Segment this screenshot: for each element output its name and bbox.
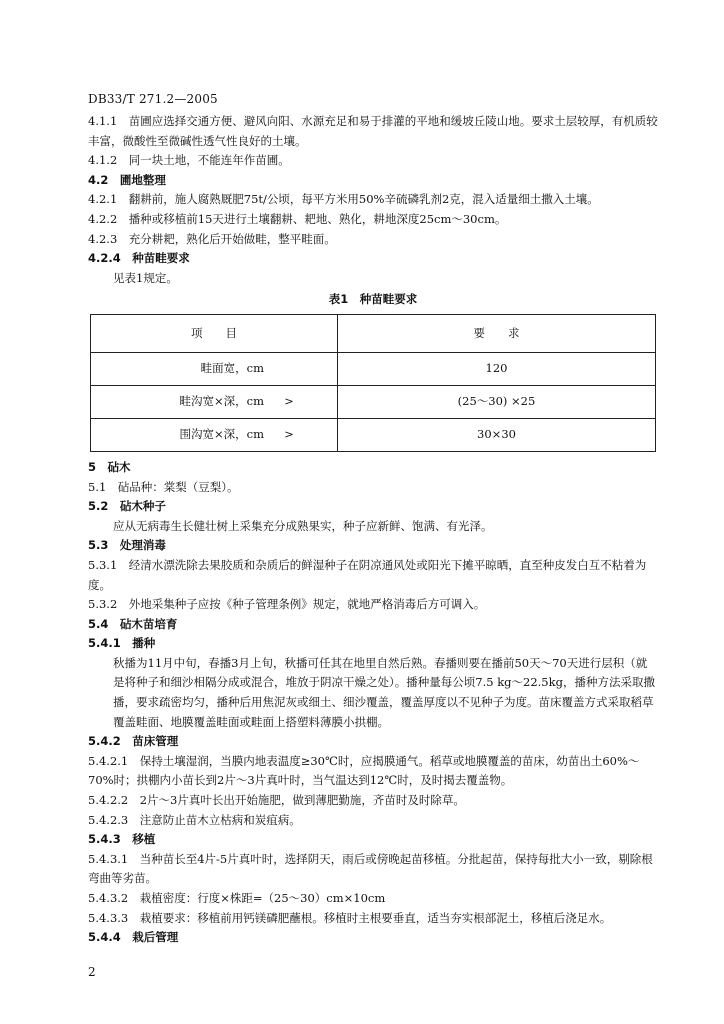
table-cell-item [91, 418, 338, 451]
table-cell-value: (25～30) ×25 [338, 385, 656, 418]
paragraph: 5.4.3.3 栽植要求：移植前用钙镁磷肥蘸根。移植时主根要垂直，适当夯实根部泥土，移植后浇足水。 [88, 910, 612, 925]
paragraph: 4.1.2 同一块土地，不能连年作苗圃。 [88, 153, 290, 168]
section-heading: 5.4.1 播种 [88, 636, 156, 651]
table-cell-value: 120 [338, 352, 656, 385]
paragraph: 4.2.1 翻耕前，施人腐熟厩肥75t/公顷，每平方米用50%辛硫磷乳剂2克，混入适量细土撒入土壤。 [88, 192, 599, 207]
item-label: 畦面宽，cm [200, 361, 264, 376]
paragraph: 4.2.3 充分耕耙，熟化后开始做畦，整平畦面。 [88, 231, 336, 246]
table-header-row [91, 314, 656, 352]
section-heading: 5.3 处理消毒 [88, 538, 166, 553]
paragraph: 见表1规定。 [113, 270, 178, 285]
table-cell-item [91, 385, 338, 418]
paragraph: 5.4.2.2 2片～3片真叶长出开始施肥，做到薄肥勤施，齐苗时及时除草。 [88, 793, 465, 808]
requirements-table [90, 314, 656, 452]
section-heading: 5.4.3 移植 [88, 832, 156, 847]
paragraph: 秋播为11月中旬，春播3月上旬，秋播可任其在地里自然后熟。春播则要在播前50天～70天进行层积（就是将种子和细沙相隔分成或混合，堆放于阴凉干燥之处）。播种量每公顷7.5 kg～22.5kg，播种方法采取撒播，要求疏密均匀，播种后用焦泥灰或细土、细沙覆盖，覆盖厚度以不见种子为度。苗床覆盖方式采取稻草覆盖畦面、地膜覆盖畦面或畦面上搭塑料薄膜小拱棚。 [113, 655, 655, 729]
paragraph: 5.4.2.3 注意防止苗木立枯病和炭疽病。 [88, 812, 301, 827]
table-caption: 表1 种苗畦要求 [328, 292, 418, 307]
comparison-mark: > [284, 427, 294, 442]
document-id-header: DB33/T 271.2—2005 [88, 92, 218, 106]
section-heading: 4.2 圃地整理 [88, 172, 166, 187]
table-row [91, 418, 656, 451]
table-row [91, 385, 656, 418]
paragraph: 5.1 砧品种：棠梨（豆梨）。 [88, 479, 239, 494]
item-label: 畦沟宽×深，cm [179, 394, 264, 409]
paragraph: 5.3.2 外地采集种子应按《种子管理条例》规定，就地严格消毒后方可调入。 [88, 597, 486, 612]
section-heading: 5.2 砧木种子 [88, 499, 166, 514]
paragraph: 4.2.2 播种或移植前15天进行土壤翻耕、耙地、熟化，耕地深度25cm～30cm。 [88, 211, 507, 226]
section-heading: 5.4.4 栽后管理 [88, 930, 179, 945]
table-cell-value: 30×30 [338, 418, 656, 451]
section-heading: 4.2.4 种苗畦要求 [88, 251, 190, 266]
paragraph: 5.4.2.1 保持土壤湿润，当膜内地表温度≥30℃时，应揭膜通气。稻草或地膜覆盖的苗床，幼苗出土60%～70%时；拱棚内小苗长到2片～3片真叶时，当气温达到12℃时，及时揭去覆盖物。 [88, 753, 640, 788]
section-5-paragraphs [88, 458, 658, 948]
paragraph: 5.4.3.1 当种苗长至4片-5片真叶时，选择阴天，雨后或傍晚起苗移植。分批起苗，保持每批大小一致，剔除根弯曲等劣苗。 [88, 851, 653, 886]
table-row [91, 352, 656, 385]
section-heading: 5.4 砧木苗培育 [88, 616, 178, 631]
paragraph: 4.1.1 苗圃应选择交通方便、避风向阳、水源充足和易于排灌的平地和缓坡丘陵山地。要求土层较厚，有机质较丰富，微酸性至微碱性透气性良好的土壤。 [88, 114, 658, 148]
paragraph: 5.4.3.2 栽植密度：行度×株距=（25～30）cm×10cm [88, 891, 386, 905]
table-cell-item [91, 352, 338, 385]
table-header-item: 项 目 [91, 314, 338, 352]
section-4-paragraphs [88, 112, 658, 288]
comparison-mark: > [284, 394, 294, 409]
document-body [88, 112, 658, 948]
section-heading: 5.4.2 苗床管理 [88, 734, 179, 749]
section-heading: 5 砧木 [88, 459, 131, 474]
item-label: 围沟宽×深，cm [179, 427, 264, 442]
table-header-requirement: 要 求 [338, 314, 656, 352]
paragraph: 5.3.1 经清水漂洗除去果胶质和杂质后的鲜湿种子在阴凉通风处或阳光下摊平晾晒，直至种皮发白互不粘着为度。 [88, 557, 647, 592]
page-number: 2 [88, 965, 96, 979]
paragraph: 应从无病毒生长健壮树上采集充分成熟果实，种子应新鲜、饱满、有光泽。 [113, 518, 493, 533]
